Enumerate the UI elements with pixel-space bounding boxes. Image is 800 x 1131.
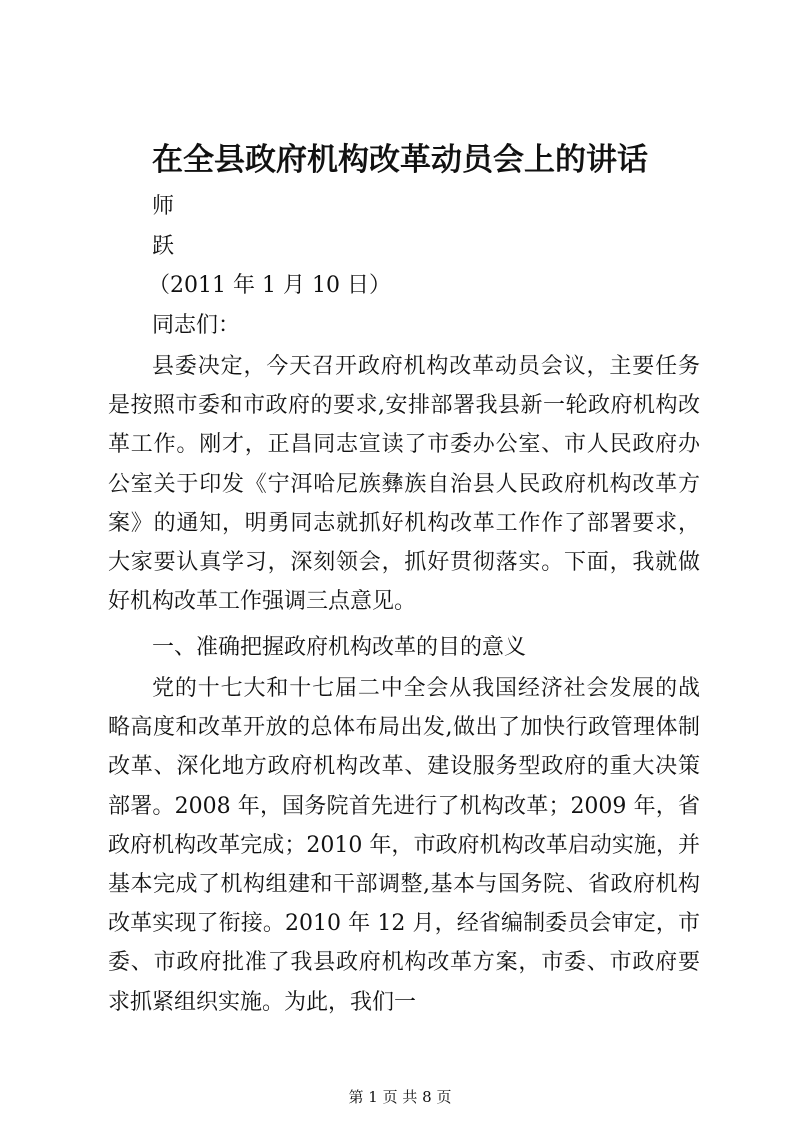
paragraph-intro: 县委决定，今天召开政府机构改革动员会议，主要任务是按照市委和市政府的要求,安排部署我县新一轮政府机构改革工作。刚才，正昌同志宣读了市委办公室、市人民政府办公室关于印发《宁洱哈尼族彝族自治县人民政府机构改革方案》的通知，明勇同志就抓好机构改革工作作了部署要求，大家要认真学习，深刻领会，抓好贯彻落实。下面，我就做好机构改革工作强调三点意见。 [108, 354, 700, 615]
author-line-1: 师 [152, 194, 175, 219]
section-heading-1: 一、准确把握政府机构改革的目的意义 [152, 635, 527, 660]
salutation: 同志们： [152, 313, 241, 338]
page-footer: 第 1 页 共 8 页 [348, 1088, 452, 1106]
paragraph-section-1: 党的十七大和十七届二中全会从我国经济社会发展的战略高度和改革开放的总体布局出发,做出了加快行政管理体制改革、深化地方政府机构改革、建设服务型政府的重大决策部署。2008 年，国务院首先进行了机构改革；2009 年，省政府机构改革完成；2010 年，市政府机构改革启动实施，并基本完成了机构组建和干部调整,基本与国务院、省政府机构改革实现了衔接。2010 年 12 月，经省编制委员会审定，市委、市政府批准了我县政府机构改革方案，市委、市政府要求抓紧组织实施。为此，我们一 [108, 676, 700, 1015]
speech-date: （2011 年 1 月 10 日） [148, 273, 391, 298]
document-title: 在全县政府机构改革动员会上的讲话 [152, 142, 648, 178]
author-line-2: 跃 [152, 234, 175, 259]
